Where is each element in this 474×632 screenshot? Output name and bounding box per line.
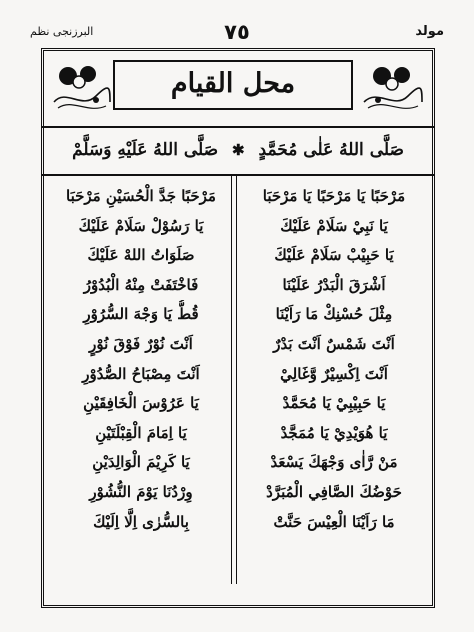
verse-line: يَا اِمَامَ الْقِبْلَتَيْنِ [95,423,187,442]
verse-line: يَا رَسُوْلْ سَلَامْ عَلَيْكَ [78,216,204,235]
verse-line: مَنْ رَّاٰى وَجْهَكَ يَسْعَدْ [270,453,398,472]
verse-line: يَا نَبِيْ سَلَامْ عَلَيْكَ [280,216,388,235]
verse-line: اَنْتَ نُوْرٌ فَوْقَ نُوْرٍ [89,334,193,353]
verse-line: يَا عَرُوْسَ الْخَافِقَيْنِ [83,394,199,413]
verse-line: فَاخْتَفَتْ مِنْهُ الْبُدُوْرُ [83,275,199,294]
divider [41,126,435,128]
verse-line: حَوْضُكَ الصَّافِي الْمُبَرَّدْ [266,482,402,501]
floral-ornament-icon [48,58,114,116]
verse-line: اَنْتَ مِصْبَاحُ الصُّدُوْرِ [82,364,200,383]
verse-line: قُطُّ يَا وَجْهَ السُّرُوْرِ [83,305,199,324]
verse-line: صَلَوَاتُ اللهْ عَلَيْكَ [87,246,195,265]
verse-line: بِالسُّرٰى اِلَّا اِلَيْكَ [93,512,189,531]
verse-line: وِرْدُنَا يَوْمَ النُّشُوْرِ [89,482,193,501]
verse-line: يَا حَبِيْبِيْ يَا مُحَمَّدْ [282,394,386,413]
verse-line: اَشْرَقَ الْبَدْرُ عَلَيْنَا [282,275,386,294]
verse-line: اَنْتَ شَمْسٌ اَنْتَ بَدْرٌ [273,334,395,353]
salawat-left: صَلَّى اللهُ عَلَيْهِ وَسَلَّمْ [72,140,219,160]
star-icon: ✱ [232,141,245,159]
verse-column-right [240,182,428,582]
verse-line: مِثْلَ حُسْنِكْ مَا رَاَيْنَا [275,305,393,324]
verse-line: مَرْحَبًا يَا مَرْحَبًا يَا مَرْحَبَا [262,187,406,205]
section-title-box [113,60,353,110]
divider [41,174,435,176]
verse-column-left [48,182,234,582]
verse-line: اَنْتَ اِكْسِيْرٌ وَّغَالِيْ [280,364,388,383]
verse-line: يَا هُوَيْدِيْ يَا مُمَجَّدْ [280,423,388,442]
running-head [30,22,444,44]
verse-line: مَا رَاَيْنَا الْعِيْسَ حَنَّتْ [273,512,395,531]
floral-ornament-icon [360,58,426,116]
page-number: ٧٥ [224,20,250,44]
salawat-line [50,140,426,172]
section-title: محل القيام [170,68,296,99]
verse-line: يَا حَبِيْبْ سَلَامْ عَلَيْكَ [274,246,394,265]
collection-note: البرزنجی نظم [30,25,94,38]
book-title: مولد [415,24,444,39]
verse-line: يَا كَرِيْمَ الْوَالِدَيْنِ [92,453,190,472]
salawat-right: صَلَّى اللهُ عَلٰى مُحَمَّدٍ [258,140,404,160]
verse-line: مَرْحَبًا جَدَّ الْحُسَيْنِ مَرْحَبَا [66,187,216,205]
